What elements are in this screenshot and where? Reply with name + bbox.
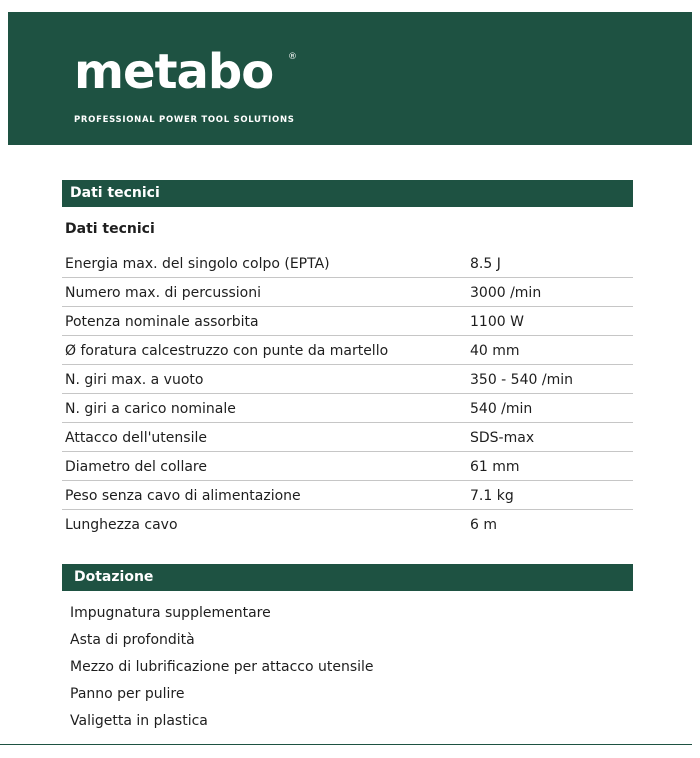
- spec-value: 61 mm: [470, 459, 520, 475]
- equipment-list: [70, 600, 630, 735]
- spec-value: SDS-max: [470, 430, 535, 446]
- spec-label: Energia max. del singolo colpo (EPTA): [65, 256, 330, 272]
- spec-row: [62, 249, 633, 278]
- spec-label: Lunghezza cavo: [65, 517, 178, 533]
- spec-label: Attacco dell'utensile: [65, 430, 207, 446]
- spec-value: 3000 /min: [470, 285, 542, 301]
- spec-row: [62, 423, 633, 452]
- spec-row: [62, 307, 633, 336]
- spec-label: Diametro del collare: [65, 459, 207, 475]
- spec-row: [62, 481, 633, 510]
- spec-row: [62, 336, 633, 365]
- list-item: Mezzo di lubrificazione per attacco utensile: [70, 659, 374, 675]
- tech-subtitle: Dati tecnici: [65, 221, 155, 237]
- spec-value: 6 m: [470, 517, 497, 533]
- brand-tagline: PROFESSIONAL POWER TOOL SOLUTIONS: [74, 115, 295, 125]
- spec-value: 540 /min: [470, 401, 533, 417]
- spec-row: [62, 365, 633, 394]
- spec-table: [62, 249, 633, 538]
- list-item: Impugnatura supplementare: [70, 605, 271, 621]
- registered-mark: ®: [288, 52, 297, 62]
- list-item: Panno per pulire: [70, 686, 185, 702]
- spec-value: 350 - 540 /min: [470, 372, 573, 388]
- spec-label: Peso senza cavo di alimentazione: [65, 488, 301, 504]
- spec-label: N. giri max. a vuoto: [65, 372, 204, 388]
- spec-value: 8.5 J: [470, 256, 501, 272]
- spec-label: Ø foratura calcestruzzo con punte da martello: [65, 343, 389, 359]
- spec-row: [62, 394, 633, 423]
- footer-divider: [0, 744, 692, 745]
- list-item: Asta di profondità: [70, 632, 195, 648]
- spec-label: Numero max. di percussioni: [65, 285, 262, 301]
- spec-label: N. giri a carico nominale: [65, 401, 236, 417]
- tech-section-header: Dati tecnici: [62, 180, 633, 207]
- spec-value: 7.1 kg: [470, 488, 514, 504]
- equipment-section-header: Dotazione: [62, 564, 633, 591]
- spec-value: 1100 W: [470, 314, 524, 330]
- spec-value: 40 mm: [470, 343, 520, 359]
- list-item: Valigetta in plastica: [70, 713, 208, 729]
- spec-row: [62, 278, 633, 307]
- metabo-logo: metabo: [74, 44, 274, 100]
- spec-row: [62, 510, 633, 538]
- spec-row: [62, 452, 633, 481]
- spec-label: Potenza nominale assorbita: [65, 314, 259, 330]
- brand-header: [8, 12, 692, 145]
